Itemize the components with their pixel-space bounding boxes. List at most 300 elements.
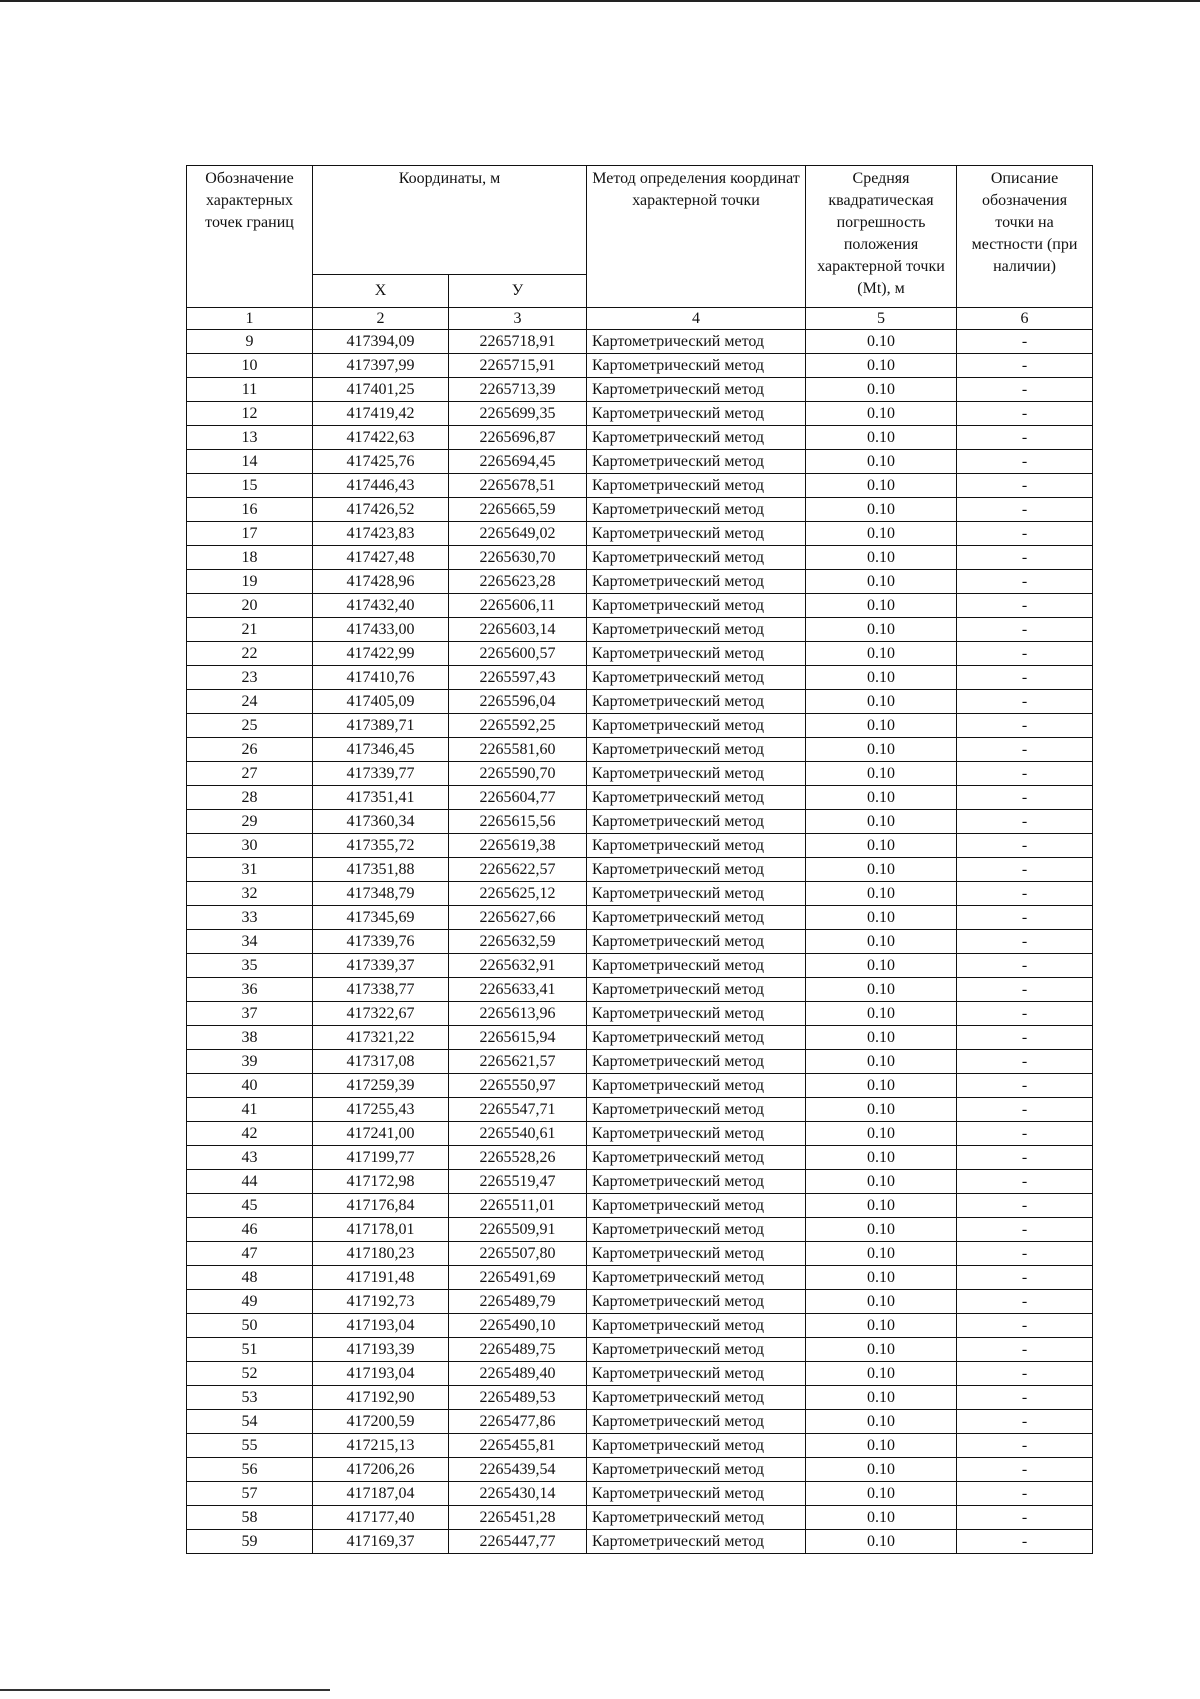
method-cell: Картометрический метод — [587, 762, 806, 786]
header-x: Х — [313, 275, 449, 308]
x-coordinate: 417351,88 — [313, 858, 449, 882]
y-coordinate: 2265627,66 — [449, 906, 587, 930]
x-coordinate: 417176,84 — [313, 1194, 449, 1218]
table-row — [187, 450, 1093, 474]
table-row — [187, 1458, 1093, 1482]
description-cell: - — [957, 1122, 1093, 1146]
y-coordinate: 2265592,25 — [449, 714, 587, 738]
description-cell: - — [957, 498, 1093, 522]
error-value: 0.10 — [806, 498, 957, 522]
y-coordinate: 2265491,69 — [449, 1266, 587, 1290]
error-value: 0.10 — [806, 642, 957, 666]
y-coordinate: 2265718,91 — [449, 330, 587, 354]
y-coordinate: 2265451,28 — [449, 1506, 587, 1530]
x-coordinate: 417405,09 — [313, 690, 449, 714]
description-cell: - — [957, 1530, 1093, 1554]
header-method: Метод определения координат характерной точки — [587, 166, 806, 308]
method-cell: Картометрический метод — [587, 1242, 806, 1266]
table-row — [187, 1122, 1093, 1146]
y-coordinate: 2265699,35 — [449, 402, 587, 426]
error-value: 0.10 — [806, 978, 957, 1002]
table-row — [187, 642, 1093, 666]
point-number: 45 — [187, 1194, 313, 1218]
table-row — [187, 1410, 1093, 1434]
description-cell: - — [957, 762, 1093, 786]
description-cell: - — [957, 1482, 1093, 1506]
error-value: 0.10 — [806, 1482, 957, 1506]
table-row — [187, 546, 1093, 570]
method-cell: Картометрический метод — [587, 426, 806, 450]
error-value: 0.10 — [806, 1338, 957, 1362]
table-row — [187, 1098, 1093, 1122]
error-value: 0.10 — [806, 570, 957, 594]
error-value: 0.10 — [806, 1530, 957, 1554]
x-coordinate: 417172,98 — [313, 1170, 449, 1194]
point-number: 58 — [187, 1506, 313, 1530]
y-coordinate: 2265622,57 — [449, 858, 587, 882]
method-cell: Картометрический метод — [587, 1170, 806, 1194]
header-point-description: Описание обозначения точки на местности (при наличии) — [957, 166, 1093, 308]
x-coordinate: 417428,96 — [313, 570, 449, 594]
description-cell: - — [957, 954, 1093, 978]
y-coordinate: 2265439,54 — [449, 1458, 587, 1482]
method-cell: Картометрический метод — [587, 498, 806, 522]
error-value: 0.10 — [806, 546, 957, 570]
point-number: 40 — [187, 1074, 313, 1098]
table-row — [187, 474, 1093, 498]
method-cell: Картометрический метод — [587, 1194, 806, 1218]
point-number: 30 — [187, 834, 313, 858]
method-cell: Картометрический метод — [587, 834, 806, 858]
method-cell: Картометрический метод — [587, 1410, 806, 1434]
y-coordinate: 2265477,86 — [449, 1410, 587, 1434]
description-cell: - — [957, 1458, 1093, 1482]
point-number: 20 — [187, 594, 313, 618]
table-row — [187, 402, 1093, 426]
table-body — [187, 330, 1093, 1554]
y-coordinate: 2265489,75 — [449, 1338, 587, 1362]
method-cell: Картометрический метод — [587, 858, 806, 882]
y-coordinate: 2265581,60 — [449, 738, 587, 762]
x-coordinate: 417351,41 — [313, 786, 449, 810]
point-number: 35 — [187, 954, 313, 978]
x-coordinate: 417446,43 — [313, 474, 449, 498]
x-coordinate: 417317,08 — [313, 1050, 449, 1074]
table-row — [187, 618, 1093, 642]
description-cell: - — [957, 714, 1093, 738]
x-coordinate: 417397,99 — [313, 354, 449, 378]
description-cell: - — [957, 786, 1093, 810]
x-coordinate: 417360,34 — [313, 810, 449, 834]
description-cell: - — [957, 642, 1093, 666]
x-coordinate: 417259,39 — [313, 1074, 449, 1098]
error-value: 0.10 — [806, 522, 957, 546]
description-cell: - — [957, 1290, 1093, 1314]
error-value: 0.10 — [806, 858, 957, 882]
description-cell: - — [957, 930, 1093, 954]
table-row — [187, 714, 1093, 738]
x-coordinate: 417401,25 — [313, 378, 449, 402]
point-number: 56 — [187, 1458, 313, 1482]
error-value: 0.10 — [806, 738, 957, 762]
error-value: 0.10 — [806, 594, 957, 618]
y-coordinate: 2265713,39 — [449, 378, 587, 402]
method-cell: Картометрический метод — [587, 1074, 806, 1098]
method-cell: Картометрический метод — [587, 786, 806, 810]
x-coordinate: 417339,76 — [313, 930, 449, 954]
error-value: 0.10 — [806, 834, 957, 858]
scan-edge-bottom — [0, 1689, 330, 1691]
point-number: 22 — [187, 642, 313, 666]
error-value: 0.10 — [806, 690, 957, 714]
method-cell: Картометрический метод — [587, 354, 806, 378]
point-number: 36 — [187, 978, 313, 1002]
x-coordinate: 417322,67 — [313, 1002, 449, 1026]
point-number: 43 — [187, 1146, 313, 1170]
point-number: 38 — [187, 1026, 313, 1050]
point-number: 57 — [187, 1482, 313, 1506]
point-number: 10 — [187, 354, 313, 378]
description-cell: - — [957, 474, 1093, 498]
table-row — [187, 1362, 1093, 1386]
method-cell: Картометрический метод — [587, 1482, 806, 1506]
error-value: 0.10 — [806, 378, 957, 402]
table-row — [187, 1002, 1093, 1026]
point-number: 27 — [187, 762, 313, 786]
description-cell: - — [957, 834, 1093, 858]
method-cell: Картометрический метод — [587, 1026, 806, 1050]
error-value: 0.10 — [806, 474, 957, 498]
column-number: 5 — [806, 308, 957, 330]
description-cell: - — [957, 570, 1093, 594]
x-coordinate: 417355,72 — [313, 834, 449, 858]
table-row — [187, 1218, 1093, 1242]
x-coordinate: 417425,76 — [313, 450, 449, 474]
method-cell: Картометрический метод — [587, 978, 806, 1002]
point-number: 13 — [187, 426, 313, 450]
error-value: 0.10 — [806, 1314, 957, 1338]
method-cell: Картометрический метод — [587, 1290, 806, 1314]
error-value: 0.10 — [806, 1386, 957, 1410]
error-value: 0.10 — [806, 666, 957, 690]
method-cell: Картометрический метод — [587, 1050, 806, 1074]
error-value: 0.10 — [806, 1050, 957, 1074]
description-cell: - — [957, 1506, 1093, 1530]
table-row — [187, 1242, 1093, 1266]
y-coordinate: 2265604,77 — [449, 786, 587, 810]
y-coordinate: 2265621,57 — [449, 1050, 587, 1074]
table-row — [187, 738, 1093, 762]
header-point-designation: Обозначение характерных точек границ — [187, 166, 313, 308]
point-number: 11 — [187, 378, 313, 402]
description-cell: - — [957, 1074, 1093, 1098]
method-cell: Картометрический метод — [587, 1266, 806, 1290]
error-value: 0.10 — [806, 1122, 957, 1146]
method-cell: Картометрический метод — [587, 882, 806, 906]
method-cell: Картометрический метод — [587, 1458, 806, 1482]
y-coordinate: 2265509,91 — [449, 1218, 587, 1242]
y-coordinate: 2265606,11 — [449, 594, 587, 618]
x-coordinate: 417432,40 — [313, 594, 449, 618]
error-value: 0.10 — [806, 882, 957, 906]
x-coordinate: 417419,42 — [313, 402, 449, 426]
x-coordinate: 417389,71 — [313, 714, 449, 738]
table-row — [187, 1074, 1093, 1098]
table-row — [187, 594, 1093, 618]
column-number: 3 — [449, 308, 587, 330]
x-coordinate: 417394,09 — [313, 330, 449, 354]
point-number: 31 — [187, 858, 313, 882]
point-number: 21 — [187, 618, 313, 642]
y-coordinate: 2265619,38 — [449, 834, 587, 858]
error-value: 0.10 — [806, 1362, 957, 1386]
table-row — [187, 1146, 1093, 1170]
y-coordinate: 2265489,79 — [449, 1290, 587, 1314]
description-cell: - — [957, 1314, 1093, 1338]
table-row — [187, 1386, 1093, 1410]
point-number: 52 — [187, 1362, 313, 1386]
description-cell: - — [957, 330, 1093, 354]
point-number: 49 — [187, 1290, 313, 1314]
method-cell: Картометрический метод — [587, 714, 806, 738]
error-value: 0.10 — [806, 786, 957, 810]
y-coordinate: 2265489,40 — [449, 1362, 587, 1386]
x-coordinate: 417423,83 — [313, 522, 449, 546]
error-value: 0.10 — [806, 618, 957, 642]
x-coordinate: 417193,04 — [313, 1314, 449, 1338]
method-cell: Картометрический метод — [587, 954, 806, 978]
x-coordinate: 417187,04 — [313, 1482, 449, 1506]
y-coordinate: 2265490,10 — [449, 1314, 587, 1338]
point-number: 46 — [187, 1218, 313, 1242]
table-row — [187, 522, 1093, 546]
error-value: 0.10 — [806, 450, 957, 474]
table-row — [187, 858, 1093, 882]
description-cell: - — [957, 402, 1093, 426]
table-row — [187, 1050, 1093, 1074]
y-coordinate: 2265489,53 — [449, 1386, 587, 1410]
x-coordinate: 417206,26 — [313, 1458, 449, 1482]
table-row — [187, 1434, 1093, 1458]
description-cell: - — [957, 354, 1093, 378]
column-number: 2 — [313, 308, 449, 330]
method-cell: Картометрический метод — [587, 570, 806, 594]
error-value: 0.10 — [806, 1434, 957, 1458]
y-coordinate: 2265590,70 — [449, 762, 587, 786]
x-coordinate: 417410,76 — [313, 666, 449, 690]
description-cell: - — [957, 690, 1093, 714]
point-number: 28 — [187, 786, 313, 810]
table-row — [187, 1266, 1093, 1290]
method-cell: Картометрический метод — [587, 642, 806, 666]
error-value: 0.10 — [806, 1146, 957, 1170]
y-coordinate: 2265540,61 — [449, 1122, 587, 1146]
x-coordinate: 417427,48 — [313, 546, 449, 570]
table-row — [187, 426, 1093, 450]
point-number: 50 — [187, 1314, 313, 1338]
error-value: 0.10 — [806, 954, 957, 978]
y-coordinate: 2265632,59 — [449, 930, 587, 954]
y-coordinate: 2265649,02 — [449, 522, 587, 546]
table-row — [187, 906, 1093, 930]
y-coordinate: 2265678,51 — [449, 474, 587, 498]
table-row — [187, 810, 1093, 834]
table-row — [187, 1482, 1093, 1506]
description-cell: - — [957, 1386, 1093, 1410]
error-value: 0.10 — [806, 1506, 957, 1530]
x-coordinate: 417241,00 — [313, 1122, 449, 1146]
x-coordinate: 417339,77 — [313, 762, 449, 786]
x-coordinate: 417426,52 — [313, 498, 449, 522]
table-row — [187, 1290, 1093, 1314]
y-coordinate: 2265447,77 — [449, 1530, 587, 1554]
error-value: 0.10 — [806, 1098, 957, 1122]
x-coordinate: 417200,59 — [313, 1410, 449, 1434]
point-number: 26 — [187, 738, 313, 762]
x-coordinate: 417433,00 — [313, 618, 449, 642]
table-row — [187, 498, 1093, 522]
table-row — [187, 954, 1093, 978]
description-cell: - — [957, 1146, 1093, 1170]
method-cell: Картометрический метод — [587, 594, 806, 618]
method-cell: Картометрический метод — [587, 1146, 806, 1170]
method-cell: Картометрический метод — [587, 402, 806, 426]
point-number: 25 — [187, 714, 313, 738]
y-coordinate: 2265596,04 — [449, 690, 587, 714]
point-number: 33 — [187, 906, 313, 930]
y-coordinate: 2265665,59 — [449, 498, 587, 522]
table-row — [187, 930, 1093, 954]
method-cell: Картометрический метод — [587, 1218, 806, 1242]
boundary-points-table — [186, 165, 1093, 1554]
table-row — [187, 882, 1093, 906]
description-cell: - — [957, 522, 1093, 546]
description-cell: - — [957, 858, 1093, 882]
point-number: 47 — [187, 1242, 313, 1266]
x-coordinate: 417192,90 — [313, 1386, 449, 1410]
method-cell: Картометрический метод — [587, 810, 806, 834]
y-coordinate: 2265633,41 — [449, 978, 587, 1002]
description-cell: - — [957, 1170, 1093, 1194]
method-cell: Картометрический метод — [587, 1434, 806, 1458]
method-cell: Картометрический метод — [587, 522, 806, 546]
point-number: 14 — [187, 450, 313, 474]
table-row — [187, 1026, 1093, 1050]
x-coordinate: 417191,48 — [313, 1266, 449, 1290]
description-cell: - — [957, 810, 1093, 834]
method-cell: Картометрический метод — [587, 378, 806, 402]
point-number: 59 — [187, 1530, 313, 1554]
error-value: 0.10 — [806, 1194, 957, 1218]
x-coordinate: 417346,45 — [313, 738, 449, 762]
error-value: 0.10 — [806, 1218, 957, 1242]
method-cell: Картометрический метод — [587, 930, 806, 954]
error-value: 0.10 — [806, 426, 957, 450]
table-row — [187, 762, 1093, 786]
x-coordinate: 417422,99 — [313, 642, 449, 666]
column-number: 1 — [187, 308, 313, 330]
method-cell: Картометрический метод — [587, 906, 806, 930]
point-number: 23 — [187, 666, 313, 690]
y-coordinate: 2265511,01 — [449, 1194, 587, 1218]
table-row — [187, 1170, 1093, 1194]
y-coordinate: 2265613,96 — [449, 1002, 587, 1026]
point-number: 24 — [187, 690, 313, 714]
y-coordinate: 2265597,43 — [449, 666, 587, 690]
point-number: 16 — [187, 498, 313, 522]
y-coordinate: 2265603,14 — [449, 618, 587, 642]
point-number: 41 — [187, 1098, 313, 1122]
point-number: 53 — [187, 1386, 313, 1410]
y-coordinate: 2265623,28 — [449, 570, 587, 594]
method-cell: Картометрический метод — [587, 1002, 806, 1026]
method-cell: Картометрический метод — [587, 1530, 806, 1554]
method-cell: Картометрический метод — [587, 474, 806, 498]
description-cell: - — [957, 546, 1093, 570]
y-coordinate: 2265507,80 — [449, 1242, 587, 1266]
point-number: 39 — [187, 1050, 313, 1074]
table-row — [187, 1530, 1093, 1554]
error-value: 0.10 — [806, 1242, 957, 1266]
error-value: 0.10 — [806, 1266, 957, 1290]
x-coordinate: 417193,04 — [313, 1362, 449, 1386]
x-coordinate: 417321,22 — [313, 1026, 449, 1050]
y-coordinate: 2265715,91 — [449, 354, 587, 378]
x-coordinate: 417199,77 — [313, 1146, 449, 1170]
table-row — [187, 330, 1093, 354]
table-row — [187, 1194, 1093, 1218]
method-cell: Картометрический метод — [587, 1386, 806, 1410]
description-cell: - — [957, 978, 1093, 1002]
point-number: 55 — [187, 1434, 313, 1458]
description-cell: - — [957, 1050, 1093, 1074]
table-row — [187, 834, 1093, 858]
point-number: 29 — [187, 810, 313, 834]
method-cell: Картометрический метод — [587, 690, 806, 714]
y-coordinate: 2265600,57 — [449, 642, 587, 666]
error-value: 0.10 — [806, 1410, 957, 1434]
method-cell: Картометрический метод — [587, 1098, 806, 1122]
error-value: 0.10 — [806, 1458, 957, 1482]
column-numbers-row — [187, 308, 1093, 330]
y-coordinate: 2265625,12 — [449, 882, 587, 906]
point-number: 12 — [187, 402, 313, 426]
y-coordinate: 2265615,56 — [449, 810, 587, 834]
table-row — [187, 786, 1093, 810]
description-cell: - — [957, 426, 1093, 450]
table-row — [187, 1506, 1093, 1530]
table-row — [187, 1338, 1093, 1362]
method-cell: Картометрический метод — [587, 546, 806, 570]
method-cell: Картометрический метод — [587, 1506, 806, 1530]
point-number: 34 — [187, 930, 313, 954]
description-cell: - — [957, 1242, 1093, 1266]
point-number: 32 — [187, 882, 313, 906]
method-cell: Картометрический метод — [587, 1122, 806, 1146]
description-cell: - — [957, 1098, 1093, 1122]
method-cell: Картометрический метод — [587, 450, 806, 474]
description-cell: - — [957, 1026, 1093, 1050]
x-coordinate: 417192,73 — [313, 1290, 449, 1314]
error-value: 0.10 — [806, 1026, 957, 1050]
description-cell: - — [957, 738, 1093, 762]
error-value: 0.10 — [806, 1290, 957, 1314]
error-value: 0.10 — [806, 402, 957, 426]
description-cell: - — [957, 1002, 1093, 1026]
description-cell: - — [957, 1410, 1093, 1434]
method-cell: Картометрический метод — [587, 666, 806, 690]
column-number: 6 — [957, 308, 1093, 330]
